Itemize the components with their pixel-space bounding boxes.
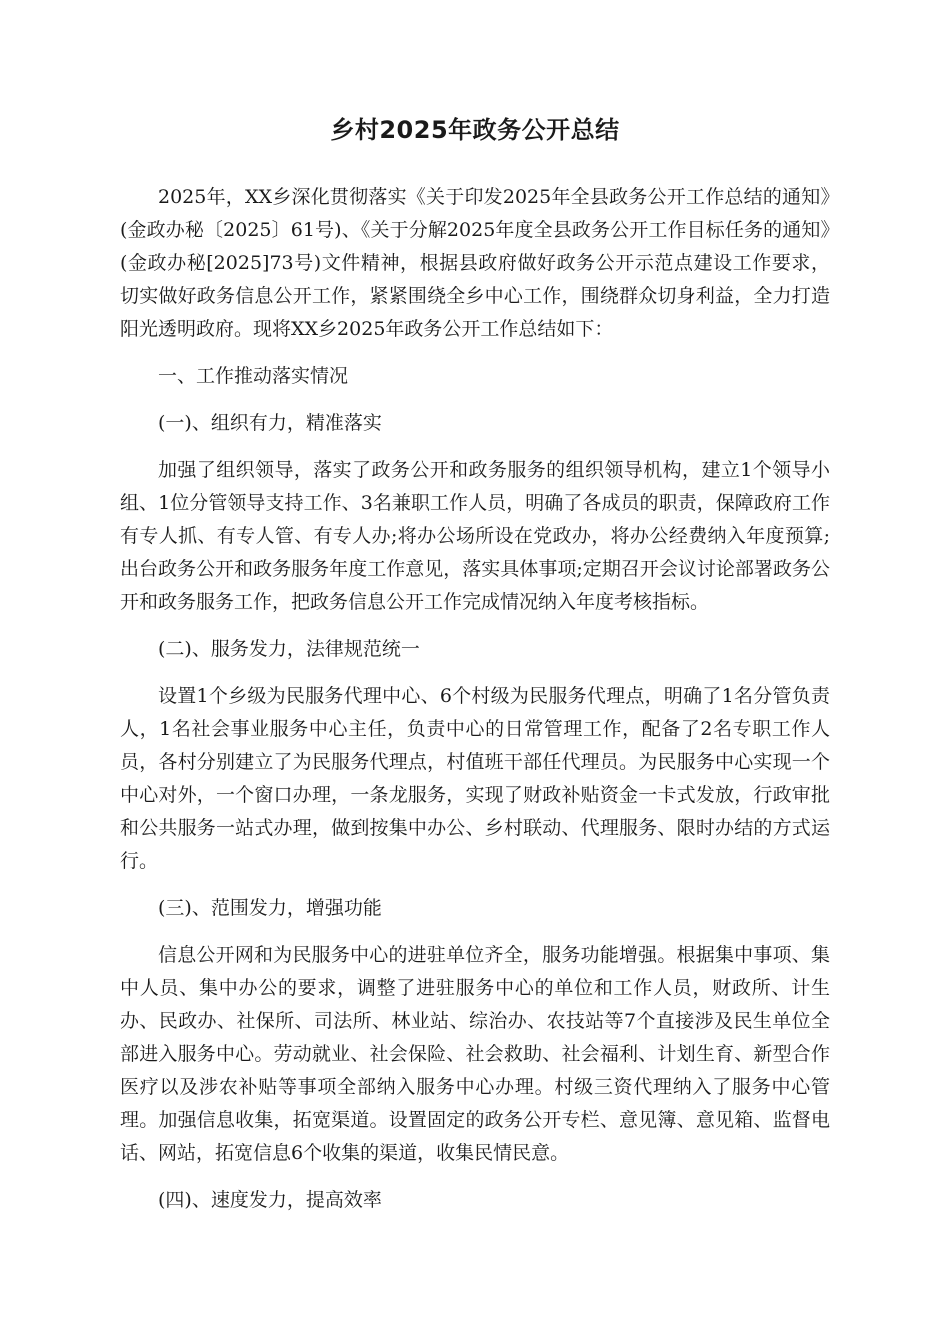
document-title: 乡村2025年政务公开总结 bbox=[330, 116, 620, 144]
section-heading-1: 一、工作推动落实情况 bbox=[158, 365, 349, 387]
subsection-heading-4: (四)、速度发力，提高效率 bbox=[158, 1189, 382, 1211]
subsection-body-1: 加强了组织领导，落实了政务公开和政务服务的组织领导机构，建立1个领导小组、1位分管领导支持工作、3名兼职工作人员，明确了各成员的职责，保障政府工作有专人抓、有专人管、有专人办;将办公场所设在党政办，将办公经费纳入年度预算;出台政务公开和政务服务年度工作意见，落实具体事项;定期召开会议讨论部署政务公开和政务服务工作，把政务信息公开工作完成情况纳入年度考核指标。 bbox=[120, 459, 830, 613]
subsection-heading-3: (三)、范围发力，增强功能 bbox=[158, 897, 382, 919]
subsection-body-3: 信息公开网和为民服务中心的进驻单位齐全，服务功能增强。根据集中事项、集中人员、集中办公的要求，调整了进驻服务中心的单位和工作人员，财政所、计生办、民政办、社保所、司法所、林业站、综治办、农技站等7个直接涉及民生单位全部进入服务中心。劳动就业、社会保险、社会救助、社会福利、计划生育、新型合作医疗以及涉农补贴等事项全部纳入服务中心办理。村级三资代理纳入了服务中心管理。加强信息收集，拓宽渠道。设置固定的政务公开专栏、意见簿、意见箱、监督电话、网站，拓宽信息6个收集的渠道，收集民情民意。 bbox=[120, 944, 830, 1164]
subsection-heading-1: (一)、组织有力，精准落实 bbox=[158, 412, 382, 434]
intro-paragraph: 2025年，XX乡深化贯彻落实《关于印发2025年全县政务公开工作总结的通知》(金政办秘〔2025〕61号)、《关于分解2025年度全县政务公开工作目标任务的通知》(金政办秘[2025]73号)文件精神，根据县政府做好政务公开示范点建设工作要求，切实做好政务信息公开工作，紧紧围绕全乡中心工作，围绕群众切身利益，全力打造阳光透明政府。现将XX乡2025年政务公开工作总结如下： bbox=[120, 186, 830, 340]
subsection-body-2: 设置1个乡级为民服务代理中心、6个村级为民服务代理点，明确了1名分管负责人，1名社会事业服务中心主任，负责中心的日常管理工作，配备了2名专职工作人员，各村分别建立了为民服务代理点，村值班干部任代理员。为民服务中心实现一个中心对外，一个窗口办理，一条龙服务，实现了财政补贴资金一卡式发放，行政审批和公共服务一站式办理，做到按集中办公、乡村联动、代理服务、限时办结的方式运行。 bbox=[120, 685, 830, 872]
subsection-heading-2: (二)、服务发力，法律规范统一 bbox=[158, 638, 420, 660]
